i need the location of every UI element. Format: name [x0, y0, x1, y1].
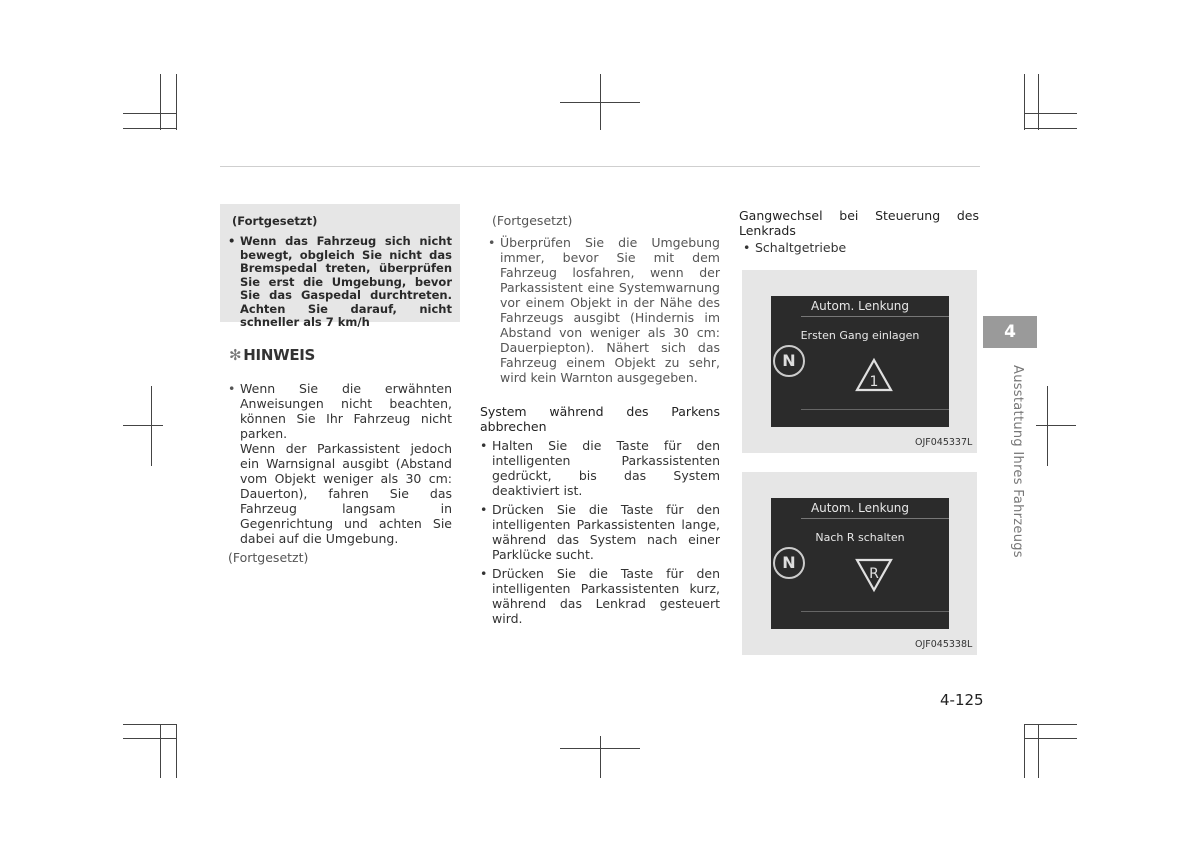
crop-mark: [560, 102, 640, 103]
crop-mark: [123, 113, 176, 114]
figure-box: [742, 472, 977, 655]
chapter-title: Ausstattung Ihres Fahrzeugs: [1010, 365, 1025, 558]
bullet-icon: •: [743, 240, 751, 255]
note-title: HINWEIS: [243, 346, 316, 364]
crop-mark: [160, 74, 161, 130]
crop-mark: [1038, 74, 1039, 130]
bullet-icon: •: [488, 235, 496, 250]
list-item: [480, 566, 720, 626]
warning-box: [220, 204, 460, 329]
list-item: [739, 240, 979, 255]
crop-mark: [123, 724, 176, 725]
crop-mark: [123, 425, 163, 426]
shift-triangle-icon: [854, 557, 894, 593]
section-heading: System während des Parkens abbrechen: [480, 404, 720, 434]
crop-mark: [1024, 724, 1025, 778]
list-item: [480, 438, 720, 498]
warning-heading: (Fortgesetzt): [232, 214, 318, 228]
warning-text: Wenn das Fahrzeug sich nicht bewegt, obgleich Sie nicht das Bremspedal treten, überprüfen Sie erst die Umgebung, bevor Sie das Gaspedal durchtreten. Achten Sie darauf, nicht schneller als 7 km/h: [240, 234, 452, 329]
item-text: Drücken Sie die Taste für den intelligenten Parkassistenten lange, während das System nach einer Parklücke sucht.: [492, 502, 720, 562]
note-text: Wenn Sie die erwähnten Anweisungen nicht beachten, können Sie Ihr Fahrzeug nicht parken.: [240, 381, 452, 441]
page-number: 4-125: [940, 691, 984, 709]
screen-divider: [801, 316, 949, 317]
chapter-number: 4: [983, 316, 1037, 348]
crop-mark: [151, 386, 152, 466]
crop-mark: [1047, 386, 1048, 466]
screen-message: Ersten Gang einlagen: [800, 329, 920, 342]
warning-item: [228, 235, 452, 330]
item-text: Überprüfen Sie die Umgebung immer, bevor Sie mit dem Fahrzeug losfahren, wenn der Parkassistent eine Systemwarnung vor einem Objekt in der Nähe des Fahrzeugs ausgibt (Hindernis im Abstand von weniger als 30 cm: Dauerpiepton). Nähert sich das Fahrzeug einem Objekt zu sehr, wird kein Warnton ausgegeben.: [500, 235, 720, 385]
asterisk-icon: ✻: [229, 346, 242, 364]
note-item: [228, 381, 452, 546]
crop-mark: [600, 736, 601, 778]
crop-mark: [1024, 738, 1077, 739]
crop-mark: [123, 738, 176, 739]
note-text: Wenn der Parkassistent jedoch ein Warnsignal ausgibt (Abstand vom Objekt weniger als 30 cm: Dauerton), fahren Sie das Fahrzeug langsam in Gegenrichtung und achten Sie dabei auf die Umgebung.: [240, 441, 452, 546]
gear-indicator: N: [773, 547, 805, 579]
crop-mark: [160, 724, 161, 778]
screen-divider: [801, 611, 949, 612]
warning-triangle-symbol: 1: [869, 374, 879, 390]
header-rule: [220, 166, 980, 167]
shift-triangle-symbol: R: [869, 566, 879, 582]
bullet-icon: •: [480, 438, 488, 453]
crop-mark: [123, 128, 176, 129]
figure-box: [742, 270, 977, 453]
screen-message: Nach R schalten: [815, 531, 905, 544]
crop-mark: [560, 748, 640, 749]
middle-column: [480, 213, 720, 626]
figure-caption: OJF045338L: [915, 639, 973, 650]
bullet-icon: •: [228, 234, 236, 248]
crop-mark: [1024, 724, 1077, 725]
right-column: [739, 208, 979, 255]
crop-mark: [176, 74, 177, 130]
screen-divider: [801, 518, 949, 519]
crop-mark: [176, 724, 177, 778]
crop-mark: [1024, 113, 1077, 114]
crop-mark: [1024, 74, 1025, 130]
crop-mark: [1038, 724, 1039, 778]
screen-title: Autom. Lenkung: [810, 299, 910, 313]
section-heading: Gangwechsel bei Steuerung des Lenkrads: [739, 208, 979, 238]
note-body: [228, 381, 452, 565]
warning-triangle-icon: [854, 357, 894, 393]
screen-title: Autom. Lenkung: [810, 501, 910, 515]
list-item: [480, 502, 720, 562]
note-heading: [229, 346, 315, 364]
continued-label: (Fortgesetzt): [492, 213, 573, 228]
crop-mark: [1036, 425, 1076, 426]
bullet-icon: •: [480, 502, 488, 517]
cluster-display: [771, 296, 949, 427]
item-text: Drücken Sie die Taste für den intelligenten Parkassistenten kurz, während das Lenkrad gesteuert wird.: [492, 566, 720, 626]
screen-divider: [801, 409, 949, 410]
figure-caption: OJF045337L: [915, 437, 973, 448]
bullet-icon: •: [228, 381, 236, 396]
crop-mark: [1024, 128, 1077, 129]
gear-indicator: N: [773, 345, 805, 377]
list-item: [480, 235, 720, 385]
continued-label: (Fortgesetzt): [228, 550, 309, 565]
cluster-display: [771, 498, 949, 629]
item-text: Halten Sie die Taste für den intelligenten Parkassistenten gedrückt, bis das System deaktiviert ist.: [492, 438, 720, 498]
item-text: Schaltgetriebe: [755, 240, 847, 255]
bullet-icon: •: [480, 566, 488, 581]
